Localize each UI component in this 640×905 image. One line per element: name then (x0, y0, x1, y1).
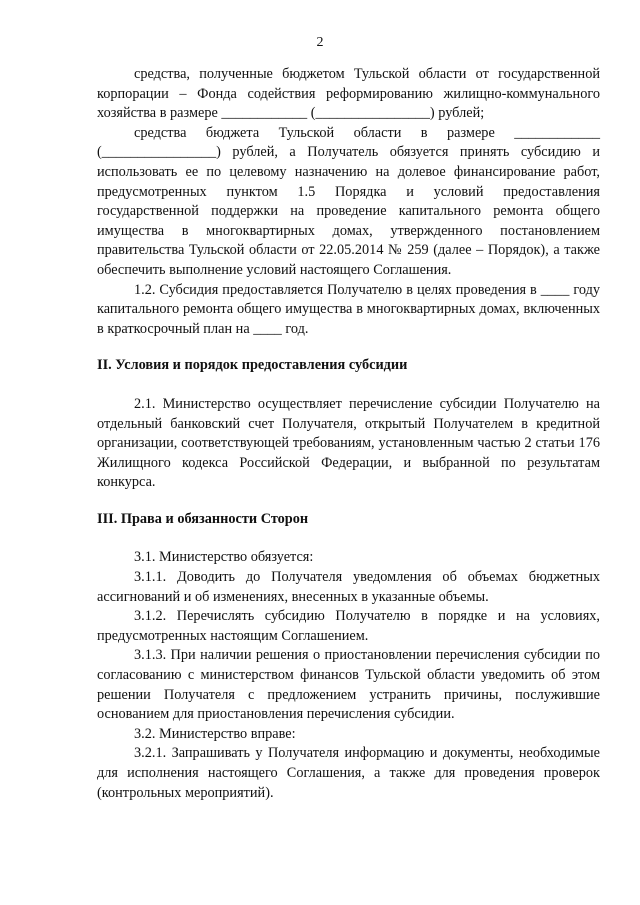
paragraph-3-2-1: 3.2.1. Запрашивать у Получателя информацию и документы, необходимые для исполнения настоящего Соглашения, а также для проведения проверок (контрольных мероприятий). (97, 745, 600, 801)
document-body (97, 65, 600, 803)
paragraph-1-2: 1.2. Субсидия предоставляется Получателю в целях проведения в ____ году капитального ремонта общего имущества в многоквартирных домах, включенных в краткосрочный план на ____ год. (97, 281, 600, 337)
paragraph-3-1: 3.1. Министерство обязуется: (134, 549, 314, 566)
paragraph-2-1: 2.1. Министерство осуществляет перечисление субсидии Получателю на отдельный банковский счет Получателя, открытый Получателем в кредитной организации, соответствующей требованиям, установленным частью 2 статьи 176 Жилищного кодекса Российской Федерации, и выбранной по результатам конкурса. (97, 395, 600, 491)
paragraph-3-1-1: 3.1.1. Доводить до Получателя уведомления об объемах бюджетных ассигнований и об изменениях, внесенных в указанные объемы. (97, 569, 600, 605)
paragraph-funds-fund: средства, полученные бюджетом Тульской области от государственной корпорации – Фонда содействия реформированию жилищно-коммунального хозяйства в размере ____________ (________________) рублей; (97, 66, 600, 122)
section-heading-2: II. Условия и порядок предоставления субсидии (97, 357, 408, 374)
paragraph-3-1-2: 3.1.2. Перечислять субсидию Получателю в порядке и на условиях, предусмотренных настоящим Соглашением. (97, 608, 600, 644)
paragraph-3-1-3: 3.1.3. При наличии решения о приостановлении перечисления субсидии по согласованию с министерством финансов Тульской области уведомить об этом решении Получателя с предложением устранить причины, послужившие основанием для приостановления перечисления субсидии. (97, 647, 600, 723)
section-heading-3: III. Права и обязанности Сторон (97, 510, 309, 527)
paragraph-3-2: 3.2. Министерство вправе: (134, 725, 296, 742)
paragraph-funds-region: средства бюджета Тульской области в размере ____________ (________________) рублей, а Получатель обязуется принять субсидию и использовать ее по целевому назначению на долевое финансирование работ, предусмотренных пунктом 1.5 Порядка и условий предоставления государственной поддержки на проведение капитального ремонта общего имущества в многоквартирных домах, утвержденного постановлением правительства Тульской области от 22.05.2014 № 259 (далее – Порядок), а также обеспечить выполнение условий настоящего Соглашения. (97, 124, 600, 278)
page-number: 2 (316, 35, 324, 50)
